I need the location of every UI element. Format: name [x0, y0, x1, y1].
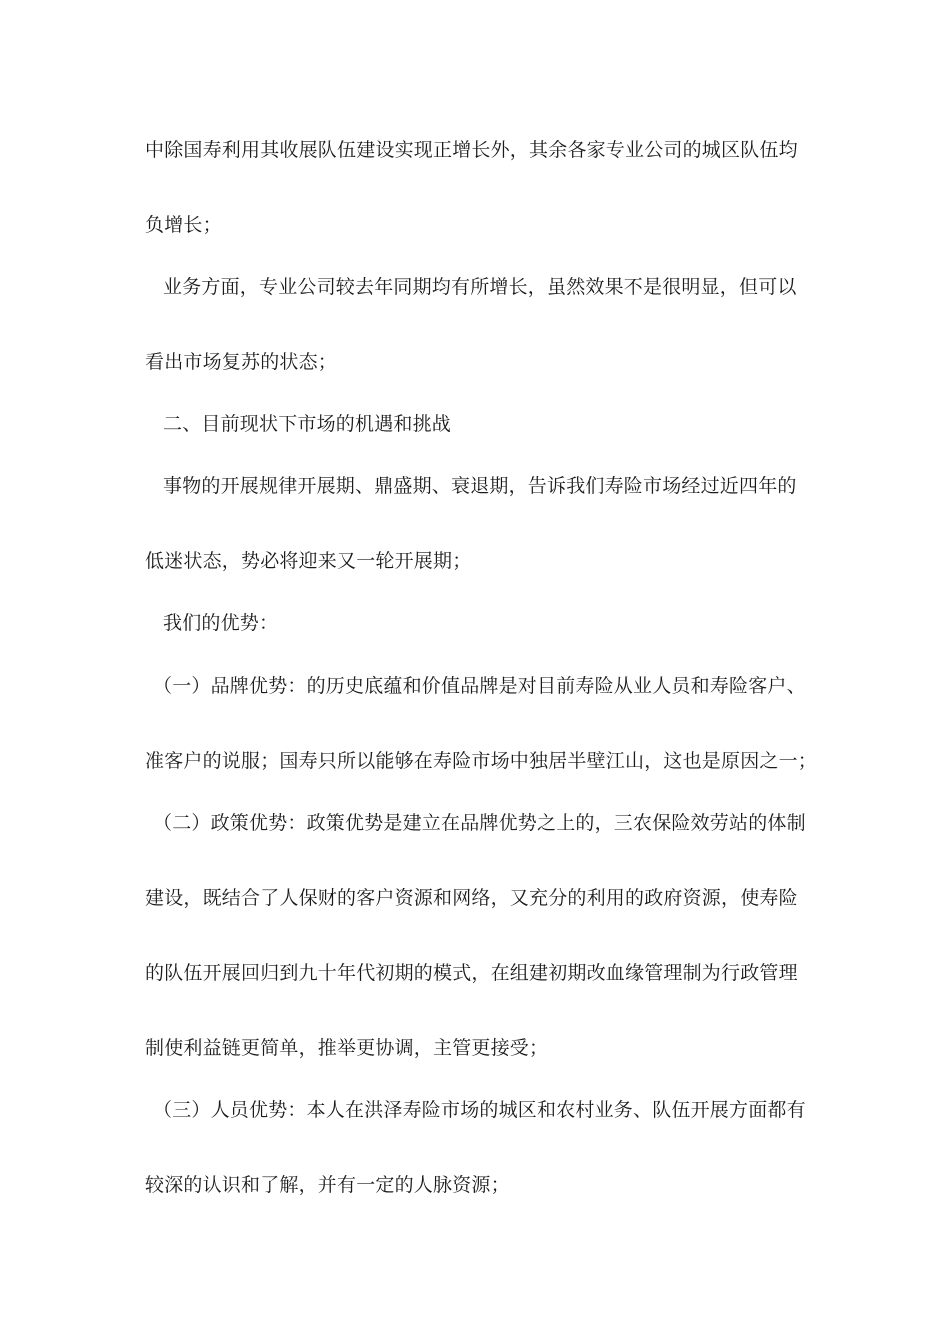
text-line: （一）品牌优势：的历史底蕴和价值品牌是对目前寿险从业人员和寿险客户、	[153, 675, 806, 697]
text-line: （三）人员优势：本人在洪泽寿险市场的城区和农村业务、队伍开展方面都有	[153, 1099, 806, 1121]
text-line: 准客户的说服；国寿只所以能够在寿险市场中独居半壁江山，这也是原因之一；	[145, 750, 818, 772]
text-line: 我们的优势：	[163, 612, 279, 634]
text-line: 中除国寿利用其收展队伍建设实现正增长外，其余各家专业公司的城区队伍均	[145, 139, 798, 161]
text-line: 建设，既结合了人保财的客户资源和网络，又充分的利用的政府资源，使寿险	[145, 887, 798, 909]
text-line: （二）政策优势：政策优势是建立在品牌优势之上的，三农保险效劳站的体制	[153, 812, 806, 834]
text-line: 较深的认识和了解，并有一定的人脉资源；	[145, 1174, 510, 1196]
text-line: 的队伍开展回归到九十年代初期的模式，在组建初期改血缘管理制为行政管理	[145, 962, 798, 984]
text-line: 制使利益链更简单，推举更协调，主管更接受；	[145, 1037, 549, 1059]
text-line: 业务方面，专业公司较去年同期均有所增长，虽然效果不是很明显，但可以	[163, 276, 797, 298]
text-line: 负增长；	[145, 214, 222, 236]
text-line: 低迷状态，势必将迎来又一轮开展期；	[145, 550, 472, 572]
text-line: 看出市场复苏的状态；	[145, 351, 338, 373]
section-heading: 二、目前现状下市场的机遇和挑战	[163, 413, 452, 435]
text-line: 事物的开展规律开展期、鼎盛期、衰退期，告诉我们寿险市场经过近四年的	[163, 475, 797, 497]
